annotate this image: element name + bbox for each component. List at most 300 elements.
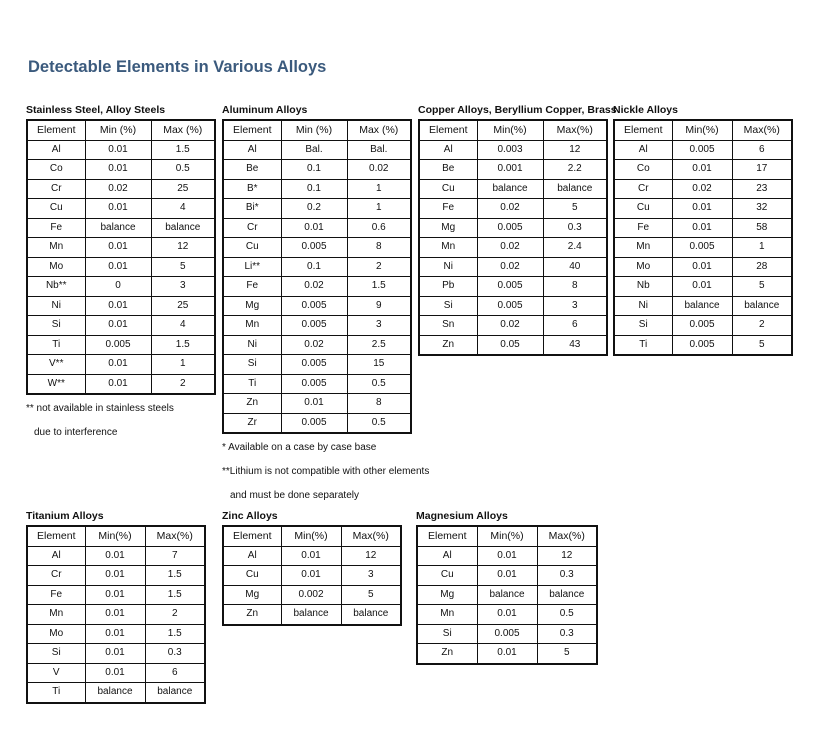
min-percent-cell: 0.01 xyxy=(281,394,347,414)
min-percent-cell: Bal. xyxy=(281,140,347,160)
column-header: Min(%) xyxy=(281,526,341,546)
min-percent-cell: 0.005 xyxy=(281,316,347,336)
element-cell: Si xyxy=(614,316,672,336)
element-cell: Ti xyxy=(223,374,281,394)
element-cell: Al xyxy=(27,140,85,160)
table-row xyxy=(419,335,607,355)
element-cell: Mn xyxy=(614,238,672,258)
table-row xyxy=(419,238,607,258)
nickle-alloys-title: Nickle Alloys xyxy=(613,104,678,116)
min-percent-cell: 0.01 xyxy=(477,546,537,566)
column-header: Min(%) xyxy=(477,526,537,546)
min-percent-cell: 0.02 xyxy=(477,238,543,258)
element-cell: V xyxy=(27,663,85,683)
element-cell: Cu xyxy=(614,199,672,219)
min-percent-cell: 0.01 xyxy=(85,238,151,258)
min-percent-cell: 0.02 xyxy=(85,179,151,199)
table-row xyxy=(419,316,607,336)
max-percent-cell: 4 xyxy=(151,316,215,336)
column-header: Element xyxy=(417,526,477,546)
max-percent-cell: 7 xyxy=(145,546,205,566)
min-percent-cell: 0.05 xyxy=(477,335,543,355)
column-header: Min(%) xyxy=(477,120,543,140)
min-percent-cell: 0.01 xyxy=(281,566,341,586)
table-row xyxy=(27,374,215,394)
aluminum-alloys-block xyxy=(222,103,429,506)
element-cell: Al xyxy=(223,546,281,566)
max-percent-cell: 3 xyxy=(151,277,215,297)
element-cell: Si xyxy=(27,316,85,336)
table-row xyxy=(419,140,607,160)
element-cell: Fe xyxy=(27,218,85,238)
min-percent-cell: balance xyxy=(672,296,732,316)
max-percent-cell: balance xyxy=(151,218,215,238)
element-cell: Al xyxy=(614,140,672,160)
table-row xyxy=(223,179,411,199)
min-percent-cell: 0.01 xyxy=(85,374,151,394)
table-row xyxy=(223,605,401,625)
min-percent-cell: balance xyxy=(477,179,543,199)
element-cell: Nb** xyxy=(27,277,85,297)
max-percent-cell: 0.5 xyxy=(537,605,597,625)
max-percent-cell: balance xyxy=(732,296,792,316)
max-percent-cell: 12 xyxy=(543,140,607,160)
max-percent-cell: 12 xyxy=(341,546,401,566)
table-row xyxy=(223,218,411,238)
max-percent-cell: 5 xyxy=(732,335,792,355)
element-cell: Co xyxy=(27,160,85,180)
element-cell: Al xyxy=(223,140,281,160)
table-row xyxy=(223,355,411,375)
max-percent-cell: 2 xyxy=(145,605,205,625)
max-percent-cell: 8 xyxy=(347,238,411,258)
table-row xyxy=(419,277,607,297)
min-percent-cell: 0.02 xyxy=(477,199,543,219)
max-percent-cell: 2.2 xyxy=(543,160,607,180)
max-percent-cell: 25 xyxy=(151,296,215,316)
table-row xyxy=(223,335,411,355)
min-percent-cell: 0.01 xyxy=(85,140,151,160)
element-cell: Bi* xyxy=(223,199,281,219)
element-cell: Ti xyxy=(27,683,85,703)
table-row xyxy=(223,566,401,586)
table-header-row xyxy=(419,120,607,140)
max-percent-cell: 2.5 xyxy=(347,335,411,355)
max-percent-cell: 5 xyxy=(537,644,597,664)
table-row xyxy=(223,140,411,160)
copper-alloys-block xyxy=(418,103,617,356)
element-cell: Cu xyxy=(417,566,477,586)
max-percent-cell: 4 xyxy=(151,199,215,219)
column-header: Max (%) xyxy=(347,120,411,140)
min-percent-cell: 0 xyxy=(85,277,151,297)
table-row xyxy=(223,413,411,433)
table-row xyxy=(417,585,597,605)
element-cell: Ni xyxy=(419,257,477,277)
column-header: Max(%) xyxy=(537,526,597,546)
min-percent-cell: 0.1 xyxy=(281,257,347,277)
table-row xyxy=(223,277,411,297)
element-cell: Zr xyxy=(223,413,281,433)
element-cell: Mg xyxy=(419,218,477,238)
aluminum-alloys-title: Aluminum Alloys xyxy=(222,104,308,116)
max-percent-cell: 3 xyxy=(543,296,607,316)
min-percent-cell: 0.002 xyxy=(281,585,341,605)
min-percent-cell: 0.01 xyxy=(281,218,347,238)
min-percent-cell: 0.005 xyxy=(281,238,347,258)
element-cell: Li** xyxy=(223,257,281,277)
max-percent-cell: 9 xyxy=(347,296,411,316)
min-percent-cell: balance xyxy=(85,218,151,238)
min-percent-cell: 0.01 xyxy=(85,160,151,180)
element-cell: Mn xyxy=(27,605,85,625)
nickle-alloys-block xyxy=(613,103,793,356)
aluminum-alloys-notes xyxy=(222,438,429,506)
table-row xyxy=(223,585,401,605)
aluminum-alloys-table xyxy=(222,119,412,434)
max-percent-cell: balance xyxy=(145,683,205,703)
min-percent-cell: 0.005 xyxy=(281,355,347,375)
table-row xyxy=(419,296,607,316)
table-row xyxy=(614,335,792,355)
magnesium-alloys-table xyxy=(416,525,598,665)
max-percent-cell: 5 xyxy=(151,257,215,277)
element-cell: Pb xyxy=(419,277,477,297)
min-percent-cell: balance xyxy=(85,683,145,703)
max-percent-cell: 1.5 xyxy=(145,566,205,586)
table-row xyxy=(27,257,215,277)
copper-alloys-title: Copper Alloys, Beryllium Copper, Brass xyxy=(418,104,617,116)
max-percent-cell: Bal. xyxy=(347,140,411,160)
table-row xyxy=(27,238,215,258)
min-percent-cell: 0.2 xyxy=(281,199,347,219)
min-percent-cell: 0.01 xyxy=(85,296,151,316)
max-percent-cell: 1 xyxy=(151,355,215,375)
min-percent-cell: 0.005 xyxy=(672,316,732,336)
stainless-steel-notes xyxy=(26,399,216,443)
max-percent-cell: 1 xyxy=(347,199,411,219)
footnote: ** not available in stainless steels xyxy=(26,403,174,414)
max-percent-cell: 12 xyxy=(537,546,597,566)
titanium-alloys-block xyxy=(26,509,206,704)
max-percent-cell: 0.5 xyxy=(347,413,411,433)
max-percent-cell: balance xyxy=(341,605,401,625)
element-cell: Mn xyxy=(223,316,281,336)
table-header-row xyxy=(417,526,597,546)
table-row xyxy=(27,644,205,664)
min-percent-cell: 0.01 xyxy=(672,218,732,238)
min-percent-cell: 0.01 xyxy=(85,199,151,219)
min-percent-cell: 0.1 xyxy=(281,179,347,199)
table-row xyxy=(614,316,792,336)
table-row xyxy=(614,277,792,297)
element-cell: Cu xyxy=(419,179,477,199)
element-cell: Al xyxy=(419,140,477,160)
column-header: Element xyxy=(614,120,672,140)
max-percent-cell: 1.5 xyxy=(347,277,411,297)
max-percent-cell: 25 xyxy=(151,179,215,199)
table-row xyxy=(223,394,411,414)
table-header-row xyxy=(27,120,215,140)
footnote: and must be done separately xyxy=(230,490,359,501)
min-percent-cell: 0.02 xyxy=(477,257,543,277)
min-percent-cell: 0.01 xyxy=(85,546,145,566)
element-cell: Cu xyxy=(223,566,281,586)
column-header: Element xyxy=(419,120,477,140)
table-row xyxy=(417,624,597,644)
element-cell: Be xyxy=(419,160,477,180)
min-percent-cell: 0.005 xyxy=(281,374,347,394)
max-percent-cell: 28 xyxy=(732,257,792,277)
table-row xyxy=(223,199,411,219)
max-percent-cell: 0.3 xyxy=(537,624,597,644)
table-row xyxy=(27,663,205,683)
min-percent-cell: 0.01 xyxy=(281,546,341,566)
column-header: Min(%) xyxy=(85,526,145,546)
zinc-alloys-title: Zinc Alloys xyxy=(222,510,278,522)
column-header: Element xyxy=(223,120,281,140)
element-cell: Mn xyxy=(27,238,85,258)
min-percent-cell: 0.01 xyxy=(672,257,732,277)
table-row xyxy=(417,546,597,566)
element-cell: Zn xyxy=(417,644,477,664)
table-row xyxy=(27,335,215,355)
max-percent-cell: 8 xyxy=(543,277,607,297)
min-percent-cell: 0.005 xyxy=(281,413,347,433)
element-cell: Zn xyxy=(223,394,281,414)
element-cell: Si xyxy=(419,296,477,316)
min-percent-cell: 0.005 xyxy=(477,296,543,316)
element-cell: W** xyxy=(27,374,85,394)
table-row xyxy=(223,296,411,316)
copper-alloys-table xyxy=(418,119,608,356)
table-row xyxy=(27,585,205,605)
table-row xyxy=(419,218,607,238)
element-cell: Ni xyxy=(27,296,85,316)
table-row xyxy=(27,605,205,625)
element-cell: Nb xyxy=(614,277,672,297)
footnote: * Available on a case by case base xyxy=(222,442,377,453)
element-cell: Mg xyxy=(223,296,281,316)
max-percent-cell: 1.5 xyxy=(145,585,205,605)
table-row xyxy=(223,546,401,566)
magnesium-alloys-title: Magnesium Alloys xyxy=(416,510,508,522)
element-cell: V** xyxy=(27,355,85,375)
table-row xyxy=(27,546,205,566)
min-percent-cell: 0.01 xyxy=(85,566,145,586)
footnote: due to interference xyxy=(34,427,118,438)
column-header: Max(%) xyxy=(145,526,205,546)
table-row xyxy=(417,566,597,586)
min-percent-cell: balance xyxy=(477,585,537,605)
max-percent-cell: 15 xyxy=(347,355,411,375)
max-percent-cell: 1 xyxy=(347,179,411,199)
min-percent-cell: 0.01 xyxy=(672,199,732,219)
element-cell: Mn xyxy=(417,605,477,625)
table-row xyxy=(614,218,792,238)
max-percent-cell: 0.5 xyxy=(151,160,215,180)
max-percent-cell: 8 xyxy=(347,394,411,414)
element-cell: Mg xyxy=(223,585,281,605)
max-percent-cell: 0.3 xyxy=(537,566,597,586)
max-percent-cell: 40 xyxy=(543,257,607,277)
table-row xyxy=(614,238,792,258)
table-row xyxy=(419,160,607,180)
element-cell: Be xyxy=(223,160,281,180)
element-cell: Cu xyxy=(27,199,85,219)
min-percent-cell: 0.005 xyxy=(672,140,732,160)
table-row xyxy=(223,257,411,277)
column-header: Max(%) xyxy=(732,120,792,140)
column-header: Min (%) xyxy=(85,120,151,140)
element-cell: Ni xyxy=(223,335,281,355)
element-cell: Fe xyxy=(223,277,281,297)
element-cell: Cu xyxy=(223,238,281,258)
zinc-alloys-block xyxy=(222,509,402,626)
column-header: Max(%) xyxy=(341,526,401,546)
element-cell: Zn xyxy=(223,605,281,625)
table-row xyxy=(614,199,792,219)
table-row xyxy=(27,199,215,219)
column-header: Element xyxy=(27,120,85,140)
table-header-row xyxy=(27,526,205,546)
table-row xyxy=(223,160,411,180)
max-percent-cell: 58 xyxy=(732,218,792,238)
titanium-alloys-table xyxy=(26,525,206,704)
column-header: Max (%) xyxy=(151,120,215,140)
min-percent-cell: 0.01 xyxy=(85,663,145,683)
column-header: Max(%) xyxy=(543,120,607,140)
max-percent-cell: 3 xyxy=(347,316,411,336)
max-percent-cell: 2 xyxy=(347,257,411,277)
table-row xyxy=(614,179,792,199)
element-cell: Fe xyxy=(419,199,477,219)
max-percent-cell: 3 xyxy=(341,566,401,586)
max-percent-cell: 6 xyxy=(543,316,607,336)
min-percent-cell: 0.1 xyxy=(281,160,347,180)
element-cell: B* xyxy=(223,179,281,199)
nickle-alloys-table xyxy=(613,119,793,356)
element-cell: Co xyxy=(614,160,672,180)
stainless-steel-block xyxy=(26,103,216,443)
table-row xyxy=(417,605,597,625)
table-row xyxy=(614,257,792,277)
max-percent-cell: 43 xyxy=(543,335,607,355)
element-cell: Cr xyxy=(27,566,85,586)
min-percent-cell: 0.01 xyxy=(85,624,145,644)
max-percent-cell: balance xyxy=(537,585,597,605)
min-percent-cell: 0.003 xyxy=(477,140,543,160)
table-row xyxy=(419,179,607,199)
min-percent-cell: 0.01 xyxy=(477,566,537,586)
max-percent-cell: 0.6 xyxy=(347,218,411,238)
element-cell: Si xyxy=(417,624,477,644)
table-row xyxy=(27,355,215,375)
min-percent-cell: 0.01 xyxy=(477,605,537,625)
max-percent-cell: balance xyxy=(543,179,607,199)
element-cell: Mg xyxy=(417,585,477,605)
max-percent-cell: 32 xyxy=(732,199,792,219)
element-cell: Ni xyxy=(614,296,672,316)
max-percent-cell: 1.5 xyxy=(151,335,215,355)
min-percent-cell: 0.02 xyxy=(477,316,543,336)
max-percent-cell: 2 xyxy=(732,316,792,336)
element-cell: Cr xyxy=(27,179,85,199)
column-header: Element xyxy=(223,526,281,546)
table-row xyxy=(27,160,215,180)
table-row xyxy=(223,238,411,258)
min-percent-cell: 0.01 xyxy=(85,355,151,375)
max-percent-cell: 0.5 xyxy=(347,374,411,394)
table-row xyxy=(27,624,205,644)
titanium-alloys-title: Titanium Alloys xyxy=(26,510,104,522)
column-header: Min (%) xyxy=(281,120,347,140)
max-percent-cell: 5 xyxy=(341,585,401,605)
table-row xyxy=(27,316,215,336)
footnote: **Lithium is not compatible with other elements xyxy=(222,466,430,477)
max-percent-cell: 0.02 xyxy=(347,160,411,180)
table-row xyxy=(223,374,411,394)
min-percent-cell: 0.005 xyxy=(477,277,543,297)
element-cell: Ti xyxy=(614,335,672,355)
element-cell: Cr xyxy=(614,179,672,199)
zinc-alloys-table xyxy=(222,525,402,626)
element-cell: Mo xyxy=(614,257,672,277)
max-percent-cell: 17 xyxy=(732,160,792,180)
min-percent-cell: balance xyxy=(281,605,341,625)
column-header: Element xyxy=(27,526,85,546)
table-row xyxy=(27,140,215,160)
min-percent-cell: 0.01 xyxy=(477,644,537,664)
table-row xyxy=(223,316,411,336)
min-percent-cell: 0.02 xyxy=(281,335,347,355)
min-percent-cell: 0.001 xyxy=(477,160,543,180)
element-cell: Al xyxy=(27,546,85,566)
min-percent-cell: 0.005 xyxy=(281,296,347,316)
table-row xyxy=(419,199,607,219)
max-percent-cell: 5 xyxy=(543,199,607,219)
max-percent-cell: 6 xyxy=(145,663,205,683)
max-percent-cell: 1.5 xyxy=(145,624,205,644)
stainless-steel-table xyxy=(26,119,216,395)
min-percent-cell: 0.02 xyxy=(281,277,347,297)
element-cell: Fe xyxy=(27,585,85,605)
min-percent-cell: 0.005 xyxy=(477,218,543,238)
min-percent-cell: 0.02 xyxy=(672,179,732,199)
table-row xyxy=(27,566,205,586)
table-row xyxy=(27,179,215,199)
min-percent-cell: 0.01 xyxy=(672,277,732,297)
stainless-steel-title: Stainless Steel, Alloy Steels xyxy=(26,104,166,116)
max-percent-cell: 12 xyxy=(151,238,215,258)
element-cell: Ti xyxy=(27,335,85,355)
element-cell: Fe xyxy=(614,218,672,238)
page-title: Detectable Elements in Various Alloys xyxy=(28,58,327,76)
element-cell: Al xyxy=(417,546,477,566)
max-percent-cell: 0.3 xyxy=(145,644,205,664)
magnesium-alloys-block xyxy=(416,509,598,665)
min-percent-cell: 0.01 xyxy=(85,585,145,605)
min-percent-cell: 0.005 xyxy=(85,335,151,355)
column-header: Min(%) xyxy=(672,120,732,140)
table-row xyxy=(27,296,215,316)
element-cell: Mo xyxy=(27,257,85,277)
table-row xyxy=(614,140,792,160)
table-row xyxy=(419,257,607,277)
max-percent-cell: 1.5 xyxy=(151,140,215,160)
min-percent-cell: 0.005 xyxy=(672,335,732,355)
min-percent-cell: 0.01 xyxy=(85,257,151,277)
